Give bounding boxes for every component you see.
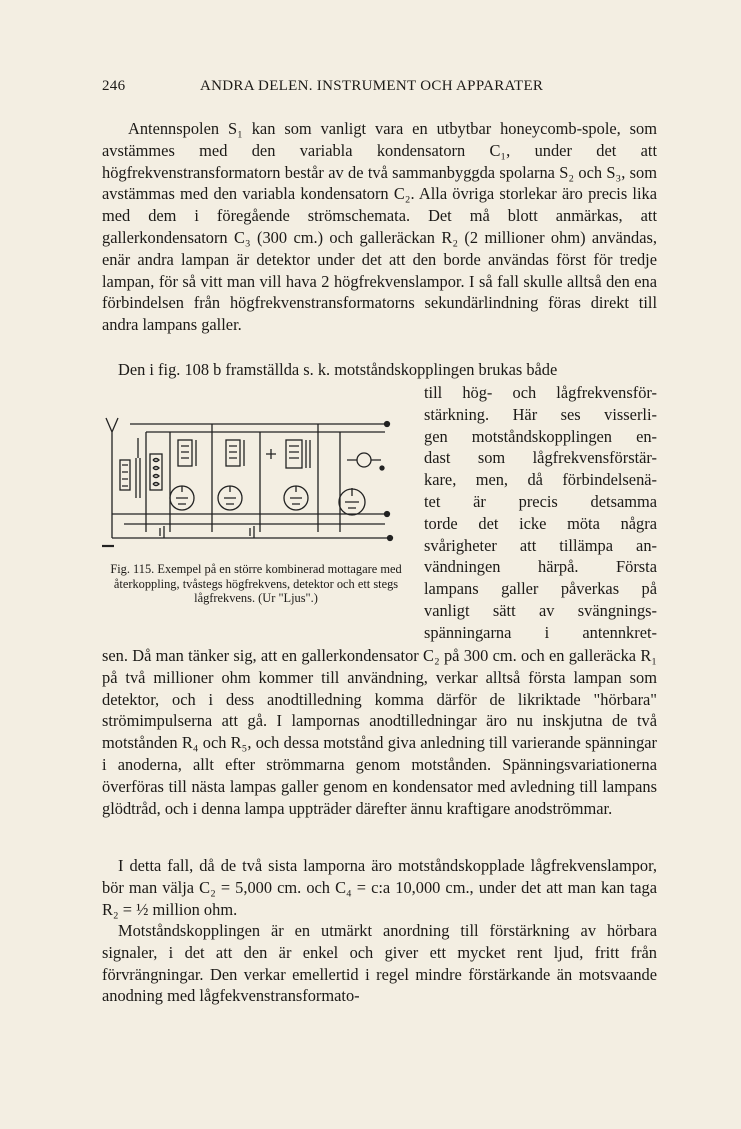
running-title: ANDRA DELEN. INSTRUMENT OCH APPARATER xyxy=(200,78,544,94)
paragraph-motstandskoppling-first-line: Den i fig. 108 b framställda s. k. motståndskopplingen brukas både xyxy=(118,360,558,379)
column-line: lampans galler påverkas på xyxy=(424,579,657,599)
paragraph-motstandskopplingen: Motståndskopplingen är en utmärkt anordning till förstärkning av hörbara signaler, i det att den är enkel och giver ett mycket rent ljud, fritt från förvrängningar. Den verkar emellertid i regel mindre förstärkande än motsvaande anodning med lågfekvenstransformato- xyxy=(102,921,657,1006)
column-line: gen motståndskopplingen en- xyxy=(424,426,657,446)
wrapped-column-text xyxy=(424,382,657,644)
paragraph-antennspolen: Antennspolen S₁ kan som vanligt vara en utbytbar honeycomb-spole, som avstämmes med den variabla kondensatorn C₁, under det att högfrekvenstransformatorn består av de två sammanbyggda spolarna S₂ och S₃, som avstämmas med den variabla kondensatorn C₂. Alla övriga storlekar äro precis lika med dem i föregående strömschemata. Det må blott anmärkas, att gallerkondensatorn C₃ (300 cm.) och galleräckan R₂ (2 millioner ohm) användas, enär andra lampan är detektor under det att den borde användas först för tredje lampan, för så vitt man vill hava 2 högfrekvenslampor. I så fall skulle alltså den ena förbindelsen från högfrekvenstransformatorns sekundärlindning föras direkt till andra lampans galler. xyxy=(102,119,657,335)
column-line: kare, men, då förbindelsenä- xyxy=(424,470,657,490)
column-line: svårigheter att tillämpa an- xyxy=(424,535,657,555)
column-line: vändningen härpå. Första xyxy=(424,557,657,577)
column-line: tet är precis detsamma xyxy=(424,491,657,511)
column-line: vanligt sätt av svängnings- xyxy=(424,600,657,620)
column-line: spänningarna i antennkret- xyxy=(424,622,657,642)
paragraph-detta-fall: I detta fall, då de två sista lamporna äro motståndskopplade lågfrekvenslampor, bör man välja C₂ = 5,000 cm. och C₄ = c:a 10,000 cm., under det att man kan taga R₂ = ½ million ohm. xyxy=(102,856,657,919)
paragraph-motstandskoppling-rest: sen. Då man tänker sig, att en gallerkondensator C₂ på 300 cm. och en galleräcka R₁ på två millioner ohm kommer till användning, verkar alltså första lampan som detektor, och i dess anodtilledning komma därför de likriktade "hörbara" strömimpulserna att gå. I lampornas anodtilledningar äro nu inskjutna de två motstånden R₄ och R₅, och dessa motstånd giva anledning till varierande spänningar i anoderna, allt efter strömmarna genom motstånden. Spänningsvariationerna överföras till nästa lampas galler genom en kondensator med avledning till lampans glödtråd, och i denna lampa uppträder därefter ännu kraftigare anodströmmar. xyxy=(102,646,657,818)
figure-caption: Fig. 115. Exempel på en större kombinerad mottagare med återkoppling, tvåstegs högfrekvens, detektor och ett stegs lågfrekvens. (Ur "Ljus".) xyxy=(110,562,402,606)
column-line: dast som lågfrekvensförstär- xyxy=(424,448,657,468)
column-line: torde det icke möta några xyxy=(424,513,657,533)
circuit-diagram-icon xyxy=(100,410,410,560)
column-line: till hög- och lågfrekvensför- xyxy=(424,383,657,402)
page-number: 246 xyxy=(102,78,126,94)
column-line: stärkning. Här ses visserli- xyxy=(424,404,657,424)
